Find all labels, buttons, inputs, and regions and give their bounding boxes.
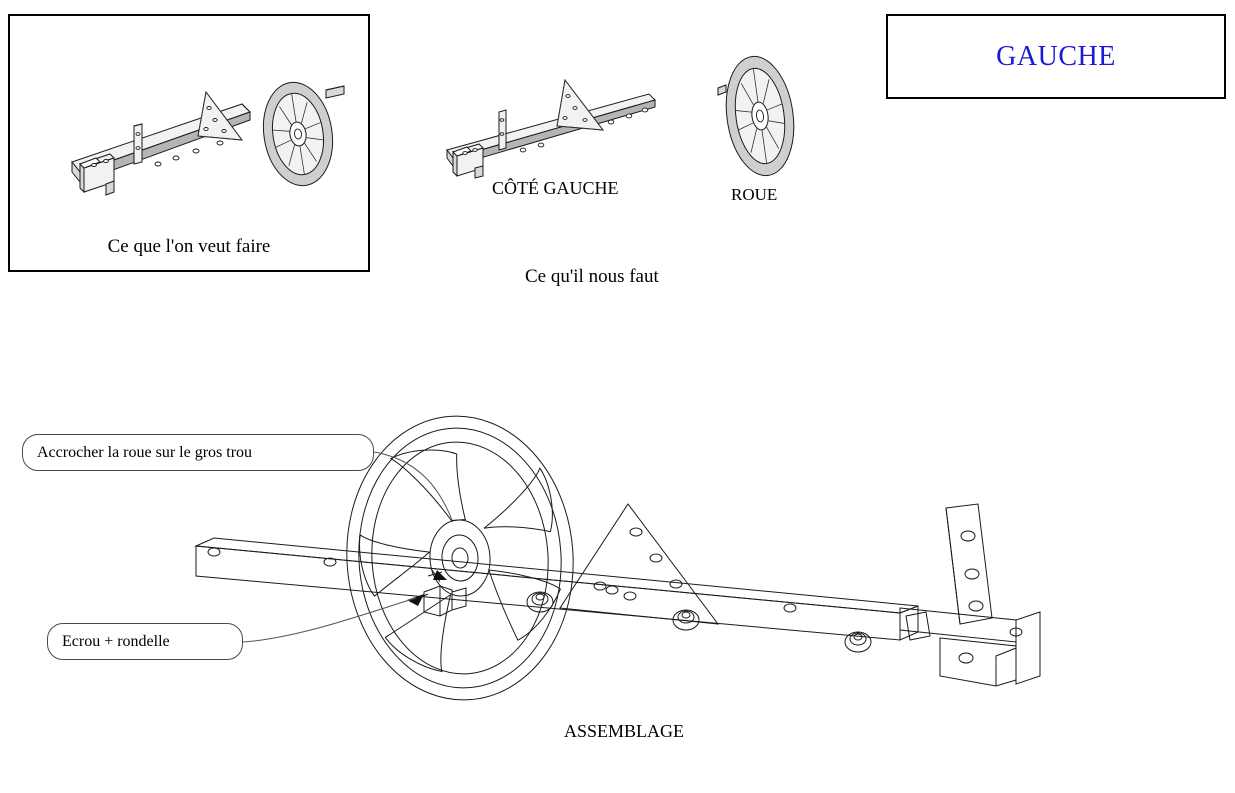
callout-nut-washer <box>47 623 243 660</box>
assembly-foot-bracket <box>900 608 1040 686</box>
axle-nub <box>718 85 726 95</box>
goal-caption: Ce que l'on veut faire <box>107 236 271 257</box>
goal-illustration <box>10 16 368 270</box>
side-badge-label: GAUCHE <box>996 40 1116 72</box>
leader-line-nut <box>243 598 416 642</box>
assembly-gusset <box>560 504 718 624</box>
triangle-gusset <box>557 80 603 130</box>
callout-wheel-hole <box>22 434 374 471</box>
assembly-beam <box>196 538 918 640</box>
leader-line-wheel <box>374 452 452 520</box>
callout-nut-washer-text: Ecrou + rondelle <box>62 632 170 650</box>
goal-panel <box>8 14 370 272</box>
assembly-wheel <box>337 408 582 707</box>
part-label-roue: ROUE <box>731 185 778 204</box>
part-label-cote-gauche: CÔTÉ GAUCHE <box>492 178 619 198</box>
side-badge <box>886 14 1226 99</box>
parts-caption: Ce qu'il nous faut <box>525 266 659 287</box>
assembly-caption: ASSEMBLAGE <box>564 721 685 741</box>
callout-wheel-hole-text: Accrocher la roue sur le gros trou <box>37 443 253 461</box>
part-roue-illustration <box>700 48 820 183</box>
assembly-upright-post <box>946 504 992 624</box>
upright-post <box>499 110 506 150</box>
arrow-head-nut-top <box>433 570 447 580</box>
axle-stub <box>326 86 344 98</box>
part-cote-gauche-illustration <box>405 50 680 190</box>
upright-post <box>134 124 142 164</box>
